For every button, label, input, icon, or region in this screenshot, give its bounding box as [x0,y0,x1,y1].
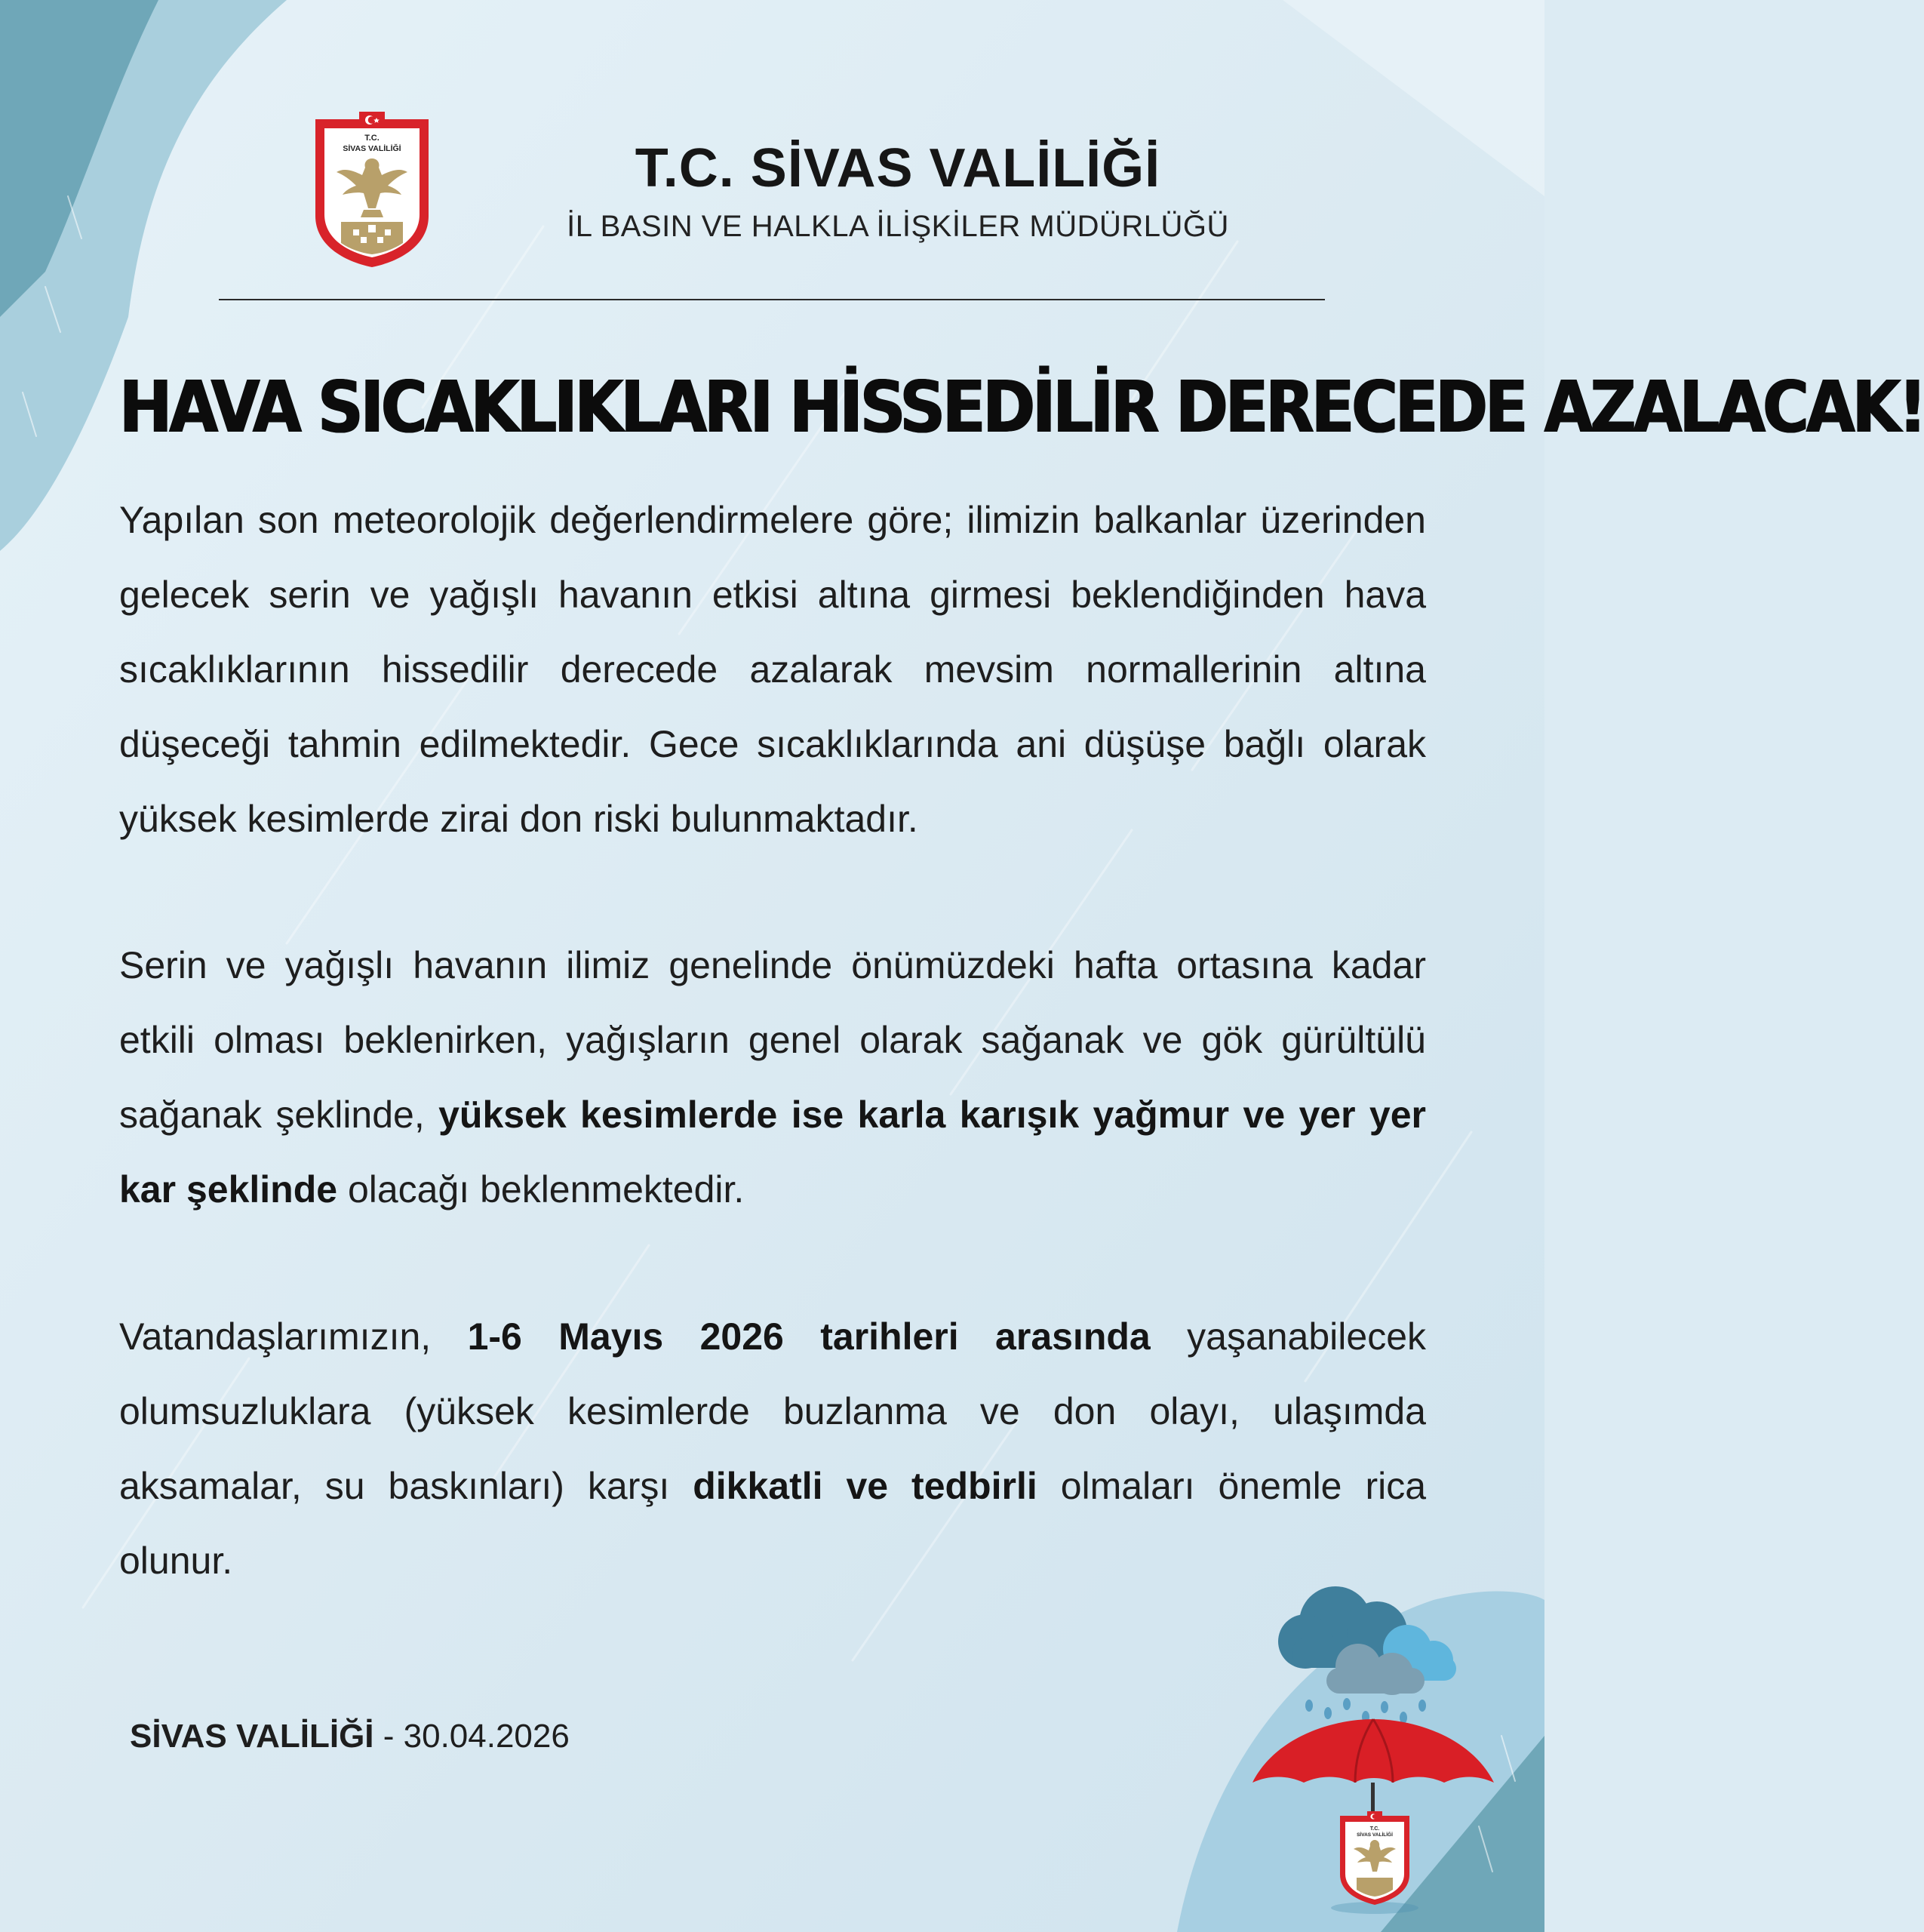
paragraph-3-bold-caution: dikkatli ve tedbirli [693,1465,1037,1507]
organization-title: T.C. SİVAS VALİLİĞİ [635,138,1161,198]
paragraph-2-text-a: Serin ve yağışlı havanın ilimiz genelinde önümüzdeki hafta ortasına kadar etkili olması beklenirken, yağışların genel olarak sağanak ve gök gürültülü sağanak şeklinde, [119,944,1426,1136]
organization-subtitle: İL BASIN VE HALKLA İLİŞKİLER MÜDÜRLÜĞÜ [567,210,1229,243]
paragraph-3-text-b: yaşanabilecek olumsuzluklara (yüksek kesimlerde buzlanma ve don olayı, ulaşımda aksamalar, su baskınları) karşı [119,1315,1427,1507]
svg-text:T.C.: T.C. [364,134,380,143]
footer-org: SİVAS VALİLİĞİ [130,1718,374,1755]
footer-separator: - [373,1718,404,1755]
paragraph-2-bold: yüksek kesimlerde ise karla karışık yağmur ve yer yer kar şeklinde [119,1094,1426,1211]
svg-text:T.C.: T.C. [1369,1826,1380,1832]
svg-text:SİVAS VALİLİĞİ: SİVAS VALİLİĞİ [343,144,401,153]
footer-signature [130,1718,570,1755]
rain-cloud-umbrella-icon [1237,1562,1539,1917]
paragraph-1 [119,483,1426,857]
paragraph-1-text: Yapılan son meteorolojik değerlendirmelere göre; ilimizin balkanlar üzerinden gelecek serin ve yağışlı havanın etkisi altına girmesi beklendiğinden hava sıcaklıklarının hissedilir derecede azalarak mevsim normallerinin altına düşeceği tahmin edilmektedir. Gece sıcaklıklarında ani düşüşe bağlı olarak yüksek kesimlerde zirai don riski bulunmaktadır. [119,499,1426,840]
footer-date: 30.04.2026 [403,1718,570,1755]
paragraph-3-bold-dates: 1-6 Mayıs 2026 tarihleri arasında [467,1315,1151,1358]
paragraph-3 [119,1300,1426,1598]
paragraph-2 [119,928,1426,1227]
paragraph-3-text-a: Vatandaşlarımızın, [119,1315,468,1358]
paragraph-3-text-c: olmaları önemle rica olunur. [119,1465,1427,1582]
paragraph-2-text-b: olacağı beklenmektedir. [337,1168,745,1211]
header-divider [219,299,1325,300]
svg-text:SİVAS VALİLİĞİ: SİVAS VALİLİĞİ [1357,1832,1393,1838]
headline: HAVA SICAKLIKLARI HİSSEDİLİR DERECEDE AZALACAK! [119,365,1924,449]
emblem-icon [311,112,433,270]
